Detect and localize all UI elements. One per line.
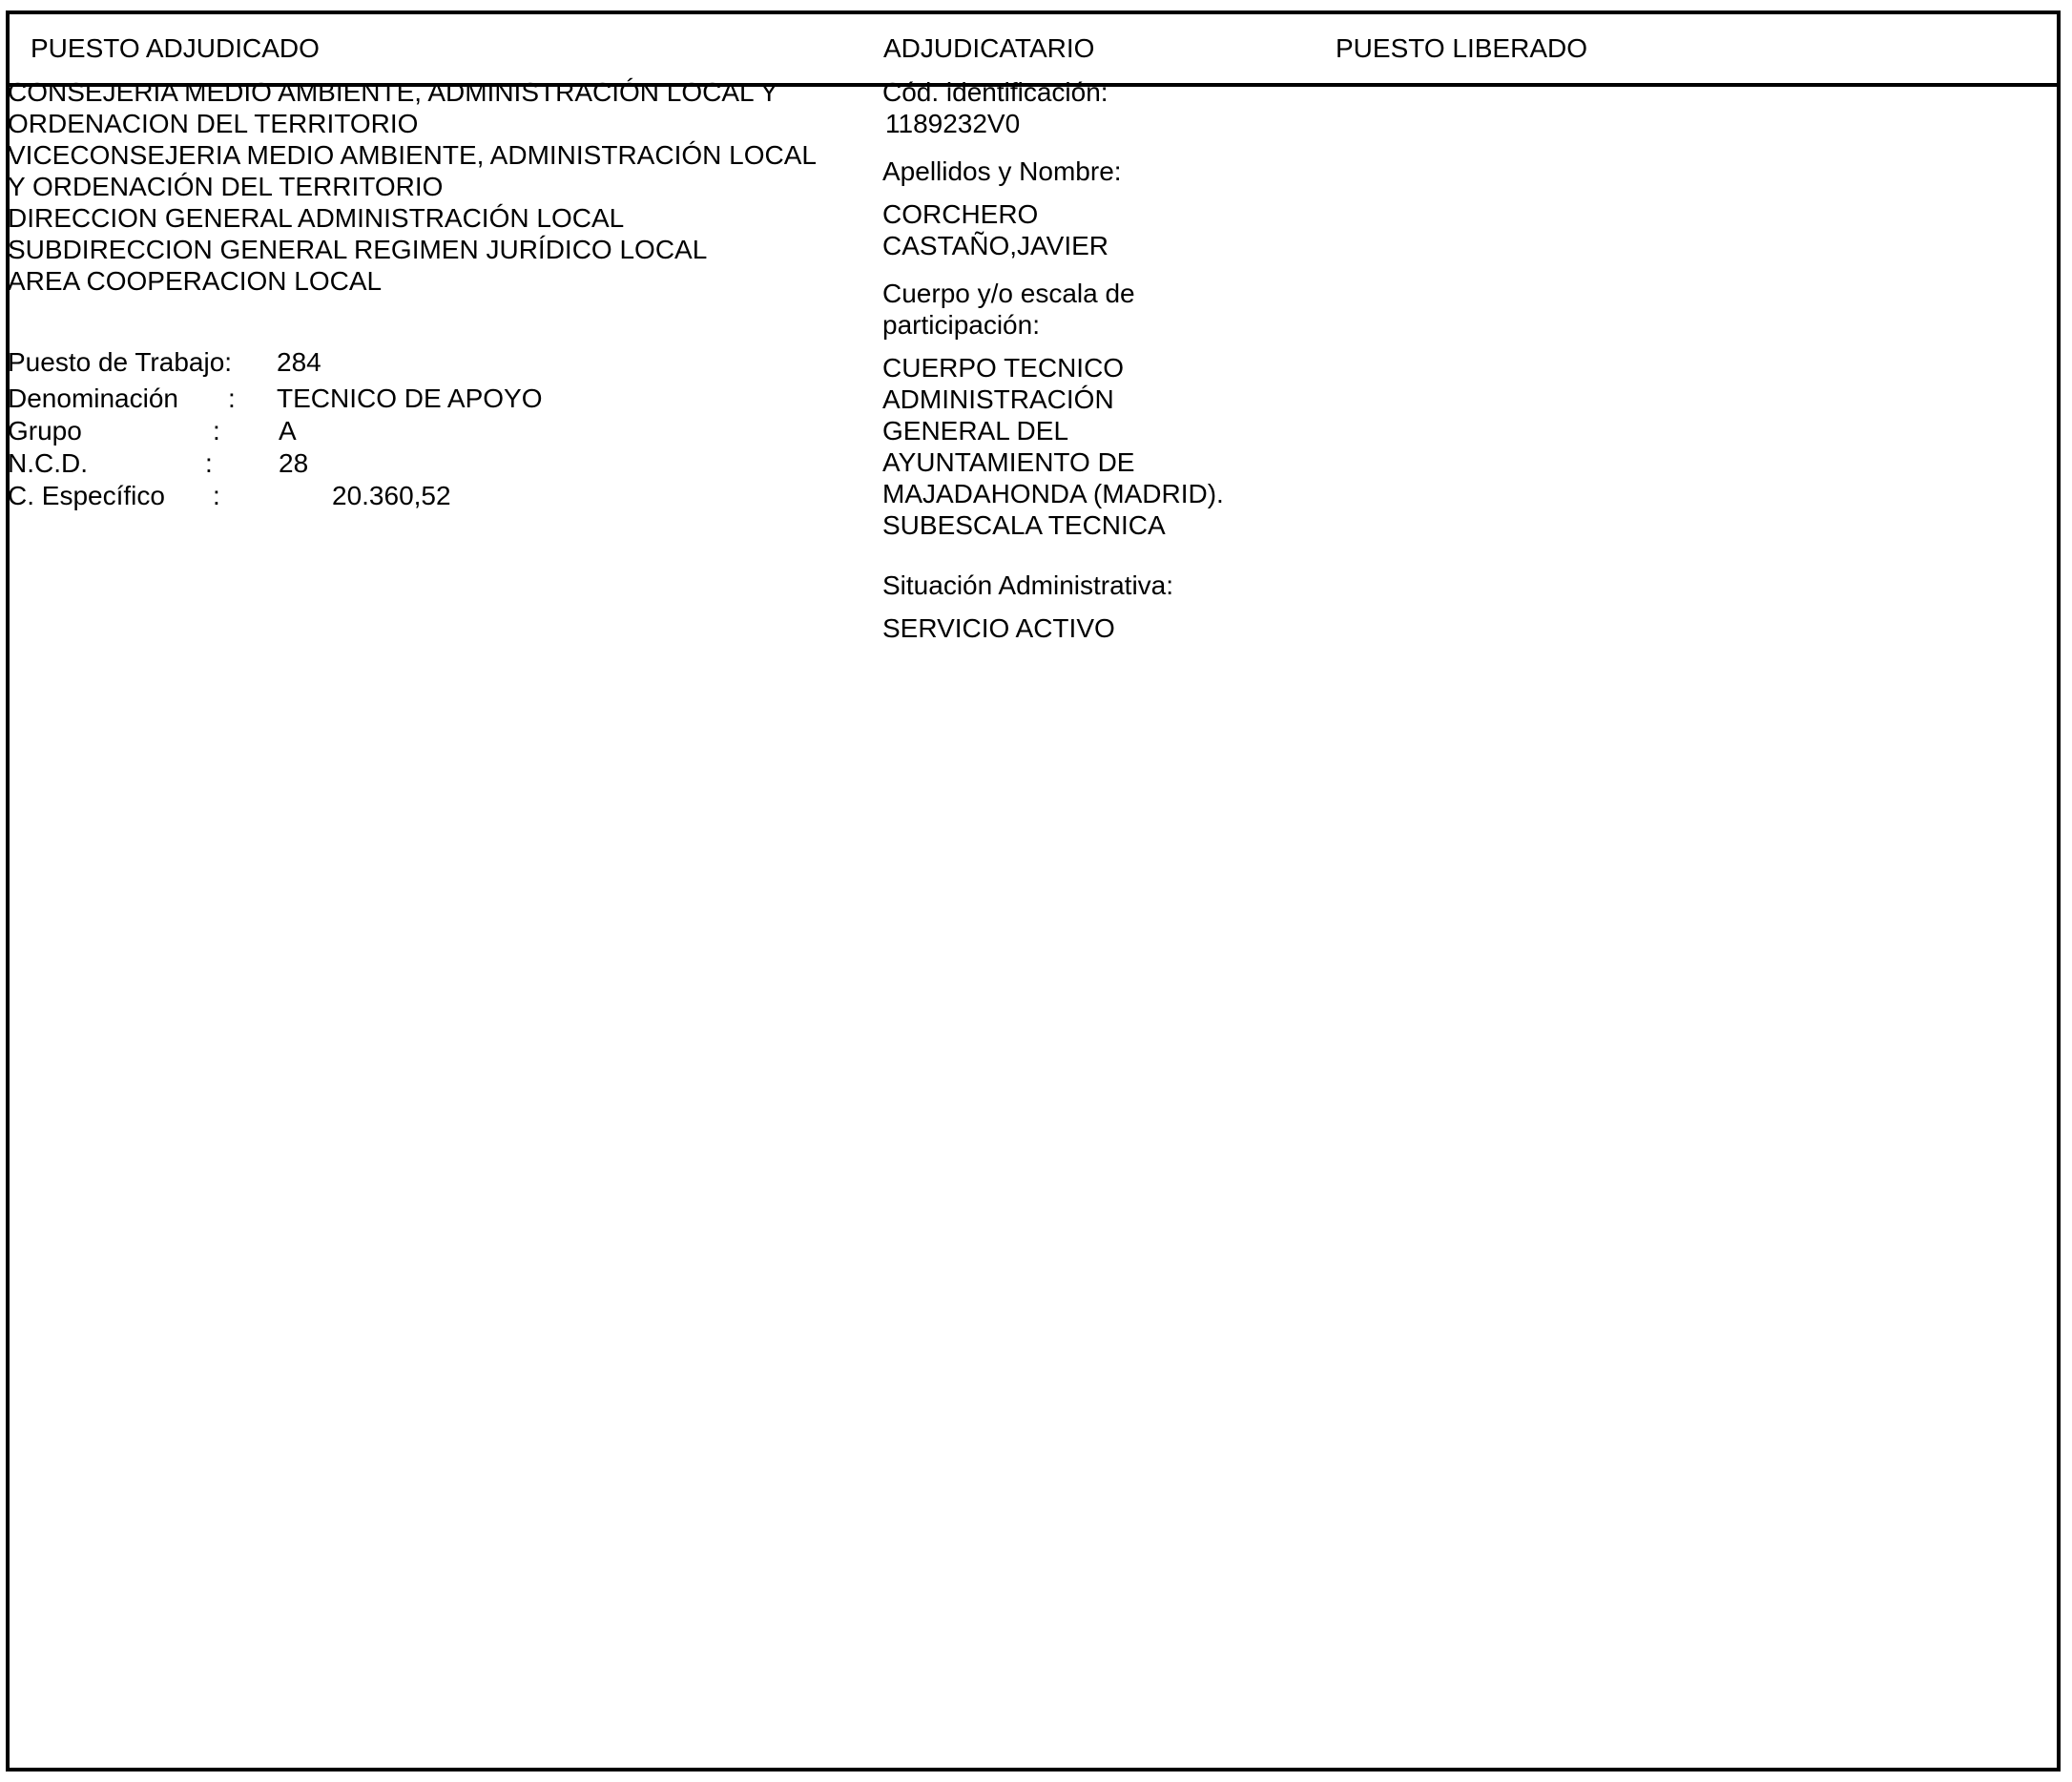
organization-block bbox=[8, 76, 866, 297]
detail-label: N.C.D. bbox=[8, 448, 88, 478]
nombre-line: CORCHERO bbox=[882, 199, 1039, 229]
detail-value: TECNICO DE APOYO bbox=[277, 383, 543, 413]
post-details bbox=[8, 346, 866, 512]
situacion-value: SERVICIO ACTIVO bbox=[882, 613, 1115, 643]
cuerpo-line: CUERPO TECNICO bbox=[882, 353, 1125, 383]
codigo-block bbox=[882, 76, 1321, 139]
header-puesto-liberado: PUESTO LIBERADO bbox=[1336, 33, 1588, 63]
header-puesto-adjudicado: PUESTO ADJUDICADO bbox=[31, 33, 320, 63]
cuerpo-line: SUBESCALA TECNICA bbox=[882, 510, 1166, 540]
org-line: VICECONSEJERIA MEDIO AMBIENTE, ADMINISTRACIÓN LOCAL bbox=[8, 140, 817, 170]
org-line: Y ORDENACIÓN DEL TERRITORIO bbox=[8, 172, 444, 201]
adjudicatario-column bbox=[882, 76, 1321, 660]
header-adjudicatario: ADJUDICATARIO bbox=[883, 33, 1095, 63]
detail-colon: : bbox=[213, 416, 220, 446]
org-line: AREA COOPERACION LOCAL bbox=[8, 266, 383, 296]
detail-colon: : bbox=[205, 448, 213, 478]
detail-colon: : bbox=[213, 481, 220, 510]
cuerpo-block bbox=[882, 352, 1321, 541]
detail-value: 20.360,52 bbox=[332, 481, 451, 510]
cuerpo-line: ADMINISTRACIÓN bbox=[882, 384, 1114, 414]
detail-label: Grupo bbox=[8, 416, 82, 446]
detail-colon: : bbox=[228, 383, 236, 413]
nombre-line: CASTAÑO,JAVIER bbox=[882, 231, 1109, 260]
cuerpo-line: GENERAL DEL bbox=[882, 416, 1069, 446]
codigo-value: 1189232V0 bbox=[885, 109, 1021, 138]
nombre-label: Apellidos y Nombre: bbox=[882, 156, 1122, 186]
detail-row-puesto-trabajo bbox=[8, 346, 866, 383]
org-line: ORDENACION DEL TERRITORIO bbox=[8, 109, 419, 138]
detail-label: C. Específico bbox=[8, 481, 165, 510]
detail-label: Denominación bbox=[8, 383, 178, 413]
detail-row-ncd bbox=[8, 447, 866, 480]
detail-value: A bbox=[279, 416, 297, 446]
cuerpo-label-line: Cuerpo y/o escala de bbox=[882, 279, 1135, 308]
codigo-label: Cód. identificación: bbox=[882, 77, 1109, 107]
cuerpo-line: AYUNTAMIENTO DE bbox=[882, 447, 1135, 477]
detail-row-denominacion bbox=[8, 383, 866, 415]
org-line: DIRECCION GENERAL ADMINISTRACIÓN LOCAL bbox=[8, 203, 625, 233]
detail-label: Puesto de Trabajo: bbox=[8, 347, 233, 377]
detail-value: 28 bbox=[279, 448, 309, 478]
cuerpo-label-line: participación: bbox=[882, 310, 1040, 340]
situacion-block bbox=[882, 570, 1321, 644]
detail-value: 284 bbox=[277, 347, 321, 377]
cuerpo-line: MAJADAHONDA (MADRID). bbox=[882, 479, 1224, 508]
cuerpo-label-block bbox=[882, 278, 1321, 341]
org-line: SUBDIRECCION GENERAL REGIMEN JURÍDICO LOCAL bbox=[8, 235, 708, 264]
detail-row-especifico bbox=[8, 480, 866, 512]
nombre-block bbox=[882, 155, 1321, 261]
detail-row-grupo bbox=[8, 415, 866, 447]
org-line: CONSEJERIA MEDIO AMBIENTE, ADMINISTRACIÓN LOCAL Y bbox=[8, 77, 778, 107]
situacion-label: Situación Administrativa: bbox=[882, 570, 1174, 600]
puesto-adjudicado-column bbox=[8, 76, 866, 512]
